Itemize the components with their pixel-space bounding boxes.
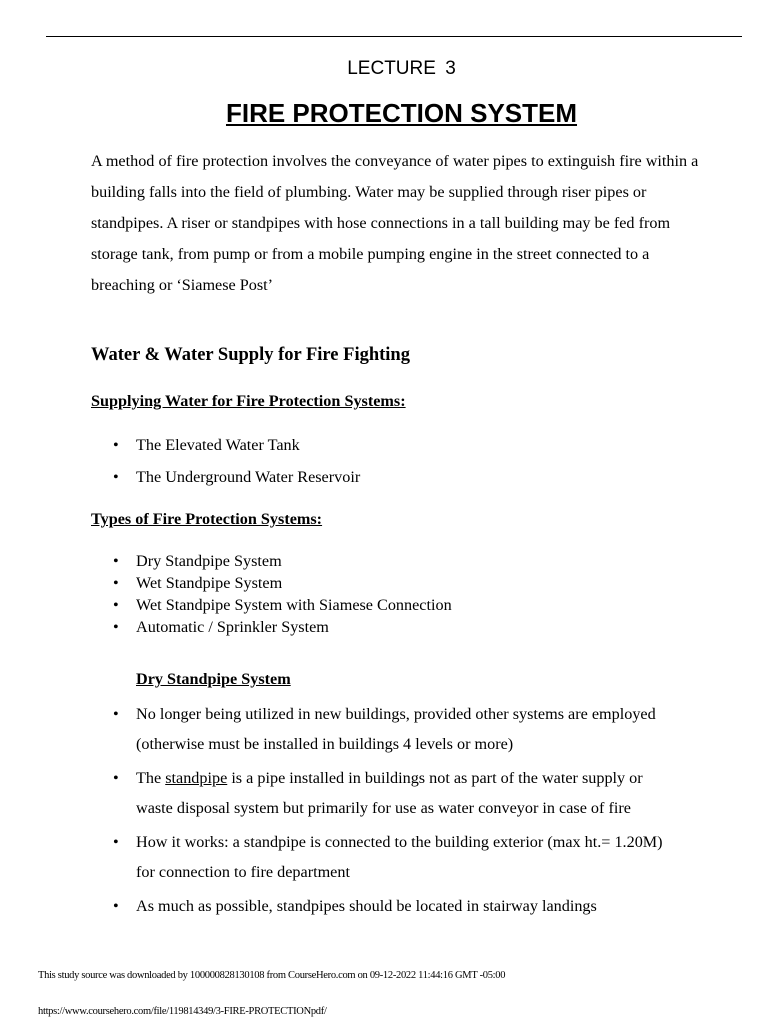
lecture-number: LECTURE 3 [347, 58, 456, 79]
list-item: • Automatic / Sprinkler System [113, 618, 329, 636]
supplying-water-list [91, 435, 691, 499]
list-item: • Wet Standpipe System with Siamese Connection [113, 596, 452, 614]
list-item: • The Elevated Water Tank [113, 436, 300, 454]
bullet-icon: • [113, 596, 119, 614]
supplying-water-heading: Supplying Water for Fire Protection Systems: [91, 392, 406, 410]
list-item: • Wet Standpipe System [113, 574, 283, 592]
download-source-note: This study source was downloaded by 100000828130108 from CourseHero.com on 09-12-2022 11:44:16 GMT -05:00 [38, 970, 506, 981]
bullet-icon: • [113, 436, 119, 454]
list-item: • How it works: a standpipe is connected to the building exterior (max ht.= 1.20M) for connection to fire department [91, 827, 681, 887]
bullet-icon: • [113, 618, 119, 636]
top-rule [46, 36, 742, 37]
bullet-icon: • [113, 833, 119, 851]
list-item: • As much as possible, standpipes should be located in stairway landings [91, 891, 681, 921]
bullet-icon: • [113, 897, 119, 915]
page-title: FIRE PROTECTION SYSTEM [225, 98, 578, 128]
standpipe-term: standpipe [165, 769, 228, 787]
bullet-icon: • [113, 468, 119, 486]
list-item: • Dry Standpipe System [113, 552, 282, 570]
dry-standpipe-list [91, 699, 681, 925]
dry-standpipe-heading: Dry Standpipe System [136, 670, 291, 688]
intro-paragraph: A method of fire protection involves the conveyance of water pipes to extinguish fire within a building falls into the field of plumbing. Water may be supplied through riser pipes or standpipes. A riser or standpipes with hose connections in a tall building may be fed from storage tank, from pump or from a mobile pumping engine in the street connected to a breaching or ‘Siamese Post’ [91, 152, 699, 294]
bullet-icon: • [113, 769, 119, 787]
types-heading: Types of Fire Protection Systems: [91, 510, 323, 528]
bullet-icon: • [113, 552, 119, 570]
source-url: https://www.coursehero.com/file/119814349/3-FIRE-PROTECTIONpdf/ [38, 1006, 327, 1017]
list-item: • No longer being utilized in new buildings, provided other systems are employed (otherwise must be installed in buildings 4 levels or more) [91, 699, 681, 759]
types-list [91, 550, 691, 638]
bullet-icon: • [113, 574, 119, 592]
water-supply-heading: Water & Water Supply for Fire Fighting [91, 345, 410, 365]
list-item: • The standpipe is a pipe installed in buildings not as part of the water supply or waste disposal system but primarily for use as water conveyor in case of fire [91, 763, 681, 823]
list-item: • The Underground Water Reservoir [113, 468, 361, 486]
bullet-icon: • [113, 705, 119, 723]
